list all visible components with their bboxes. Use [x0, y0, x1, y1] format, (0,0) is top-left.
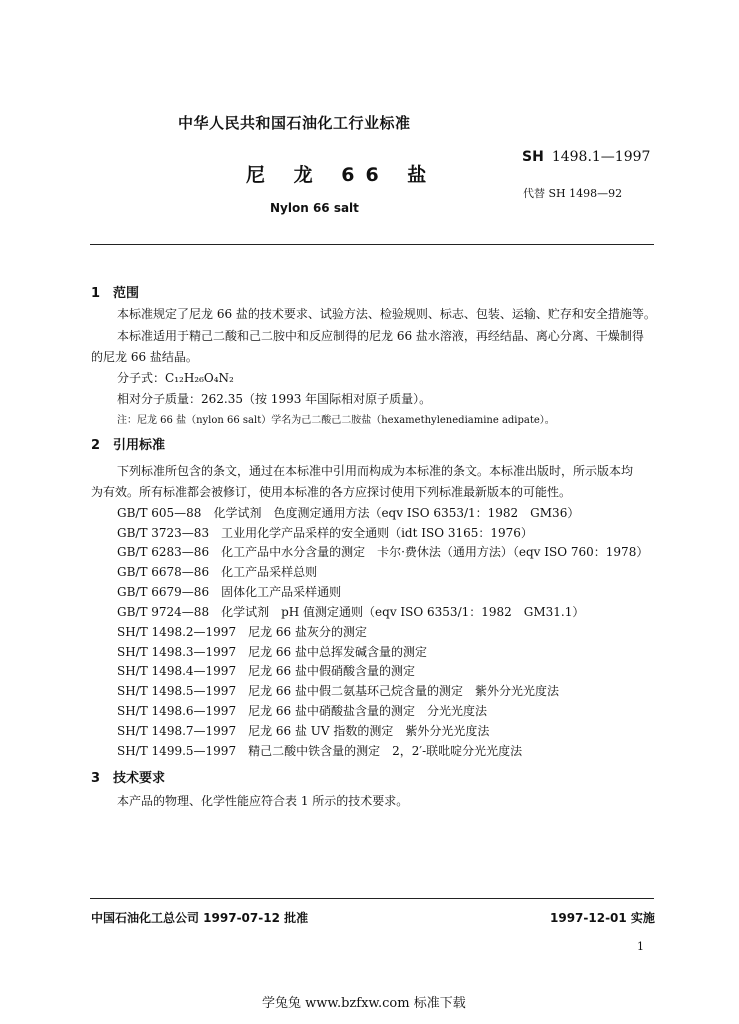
- section-1-paragraph-2-line-1: 本标准适用于精己二酸和己二胺中和反应制得的尼龙 66 盐水溶液，再经结晶、离心分离、干燥制得: [117, 329, 644, 343]
- section-2-title: 引用标准: [113, 438, 166, 453]
- reference-item: SH/T 1498.3—1997 尼龙 66 盐中总挥发碱含量的测定: [117, 645, 427, 659]
- molecular-formula-label: 分子式：: [117, 371, 166, 385]
- watermark-text: 学兔兔 www.bzfxw.com 标准下载: [262, 996, 466, 1011]
- reference-item: GB/T 605—88 化学试剂 色度测定通用方法（eqv ISO 6353/1：1982 GM36）: [117, 506, 580, 520]
- reference-item: SH/T 1499.5—1997 精己二酸中铁含量的测定 2，2′-联吡啶分光光度法: [117, 744, 523, 758]
- reference-item: SH/T 1498.4—1997 尼龙 66 盐中假硝酸含量的测定: [117, 664, 415, 678]
- section-3-title: 技术要求: [113, 771, 166, 786]
- reference-item: SH/T 1498.5—1997 尼龙 66 盐中假二氨基环己烷含量的测定 紫外分光光度法: [117, 684, 559, 698]
- standard-number: [522, 149, 650, 165]
- section-1-note: 注：尼龙 66 盐（nylon 66 salt）学名为己二酸己二胺盐（hexamethylenediamine adipate）。: [117, 415, 555, 426]
- section-3-number: 3: [91, 771, 101, 786]
- implementation-date: 1997-12-01 实施: [550, 911, 655, 925]
- section-2-paragraph-line-1: 下列标准所包含的条文，通过在本标准中引用而构成为本标准的条文。本标准出版时，所示版本均: [117, 464, 634, 478]
- approval-line: 中国石油化工总公司 1997-07-12 批准: [91, 911, 309, 925]
- molecular-formula-value: C₁₂H₂₆O₄N₂: [165, 371, 234, 385]
- section-2-number: 2: [91, 438, 101, 453]
- document-title: 尼 龙 66 盐: [246, 164, 438, 186]
- document-title-en: Nylon 66 salt: [270, 201, 359, 215]
- reference-item: SH/T 1498.7—1997 尼龙 66 盐 UV 指数的测定 紫外分光光度法: [117, 724, 490, 738]
- reference-item: SH/T 1498.2—1997 尼龙 66 盐灰分的测定: [117, 625, 367, 639]
- page-number: 1: [637, 940, 644, 953]
- header-divider: [90, 244, 654, 245]
- reference-item: GB/T 9724—88 化学试剂 pH 值测定通则（eqv ISO 6353/1：1982 GM31.1）: [117, 605, 585, 619]
- reference-item: SH/T 1498.6—1997 尼龙 66 盐中硝酸盐含量的测定 分光光度法: [117, 704, 487, 718]
- standard-prefix: SH: [522, 149, 544, 165]
- section-1-number: 1: [91, 286, 101, 301]
- molecular-formula: [117, 369, 234, 386]
- reference-item: GB/T 6679—86 固体化工产品采样通则: [117, 585, 342, 599]
- section-3-paragraph: 本产品的物理、化学性能应符合表 1 所示的技术要求。: [117, 794, 409, 808]
- reference-item: GB/T 6283—86 化工产品中水分含量的测定 卡尔·费休法（通用方法）（eqv ISO 760：1978）: [117, 545, 649, 559]
- section-2-paragraph-line-2: 为有效。所有标准都会被修订，使用本标准的各方应探讨使用下列标准最新版本的可能性。: [91, 485, 572, 499]
- section-1-title: 范围: [113, 286, 140, 301]
- standard-code: 1498.1—1997: [551, 149, 651, 165]
- reference-item: GB/T 6678—86 化工产品采样总则: [117, 565, 318, 579]
- section-1-heading: [91, 282, 139, 301]
- section-1-paragraph-1: 本标准规定了尼龙 66 盐的技术要求、试验方法、检验规则、标志、包装、运输、贮存和安全措施等。: [117, 307, 656, 321]
- section-2-heading: [91, 434, 165, 453]
- section-1-paragraph-2-line-2: 的尼龙 66 盐结晶。: [91, 350, 198, 364]
- molecular-mass: 相对分子质量：262.35（按 1993 年国际相对原子质量）。: [117, 392, 432, 406]
- footer-divider: [90, 898, 654, 899]
- reference-item: GB/T 3723—83 工业用化学产品采样的安全通则（idt ISO 3165：1976）: [117, 526, 533, 540]
- section-3-heading: [91, 767, 165, 786]
- issuing-organization: 中华人民共和国石油化工行业标准: [178, 114, 411, 132]
- replaces-note: 代替 SH 1498—92: [523, 187, 623, 200]
